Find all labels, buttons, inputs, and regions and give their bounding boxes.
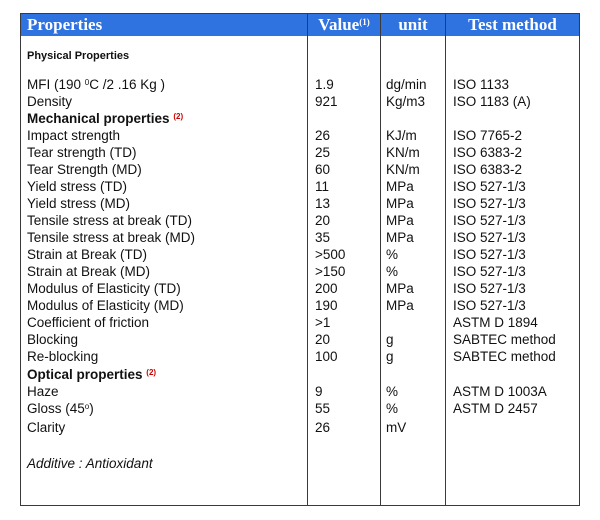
property-test-method: ISO 7765-2	[453, 128, 523, 143]
property-test-method: ISO 527-1/3	[453, 196, 526, 211]
section-title	[27, 110, 183, 127]
property-unit: KJ/m	[386, 128, 417, 143]
property-name-text: Tear Strength (MD)	[27, 162, 142, 177]
property-name	[27, 246, 147, 263]
property-value: 26	[315, 128, 331, 143]
section-label: Optical properties	[27, 367, 143, 382]
property-name	[27, 400, 94, 417]
table-row	[21, 400, 579, 417]
section-title	[27, 366, 156, 383]
table-row	[21, 144, 579, 161]
property-name	[27, 229, 195, 246]
property-name-text: Gloss (45	[27, 401, 85, 416]
property-name-text: Haze	[27, 384, 59, 399]
property-unit: %	[386, 247, 399, 262]
property-value: >150	[315, 264, 346, 279]
property-name-suffix: )	[89, 401, 94, 416]
property-test-method: ASTM D 1003A	[453, 384, 547, 399]
section-label: Mechanical properties	[27, 111, 170, 126]
header-properties: Properties	[27, 15, 103, 34]
property-test-method: ISO 527-1/3	[453, 213, 526, 228]
header-value-footnote: (1)	[359, 17, 370, 27]
property-name	[27, 178, 127, 195]
property-value: 11	[315, 179, 330, 194]
table-row	[21, 93, 579, 110]
property-name-text: MFI (190	[27, 77, 85, 92]
header-test-method: Test method	[468, 15, 557, 34]
property-name	[27, 263, 150, 280]
property-name	[27, 419, 65, 436]
header-unit: unit	[398, 15, 428, 34]
table-row	[21, 297, 579, 314]
table-row	[21, 348, 579, 365]
property-test-method: SABTEC method	[453, 349, 556, 364]
property-value: 35	[315, 230, 331, 245]
property-unit: mV	[386, 420, 407, 435]
property-test-method: ASTM D 2457	[453, 401, 538, 416]
property-name	[27, 93, 72, 110]
property-name-text: Tensile stress at break (TD)	[27, 213, 193, 228]
property-value: 921	[315, 94, 338, 109]
table-header	[21, 14, 579, 36]
section-row	[21, 366, 579, 383]
property-name-text: Tear strength (TD)	[27, 145, 137, 160]
property-unit: MPa	[386, 196, 414, 211]
property-unit: MPa	[386, 179, 414, 194]
property-name-text: Clarity	[27, 420, 66, 435]
property-unit: MPa	[386, 281, 414, 296]
section-row	[21, 110, 579, 127]
property-test-method: ISO 6383-2	[453, 162, 523, 177]
property-value: 26	[315, 420, 331, 435]
property-name	[27, 331, 78, 348]
table-row	[21, 280, 579, 297]
property-value: 200	[315, 281, 338, 296]
property-name-text: Coefficient of friction	[27, 315, 150, 330]
table-row	[21, 263, 579, 280]
property-unit: g	[386, 349, 394, 364]
table-row	[21, 127, 579, 144]
property-test-method: ISO 527-1/3	[453, 179, 526, 194]
header-value	[308, 14, 380, 36]
property-test-method: ISO 1133	[453, 77, 510, 92]
table-row	[21, 419, 579, 436]
property-name-sup: o	[84, 402, 90, 411]
section-title-physical	[21, 48, 579, 65]
property-test-method: ISO 527-1/3	[453, 281, 526, 296]
table-row	[21, 195, 579, 212]
property-value: >1	[315, 315, 331, 330]
physical-properties-title: Physical Properties	[27, 50, 130, 62]
table-row	[21, 76, 579, 93]
property-unit: MPa	[386, 213, 414, 228]
property-name-suffix: C /2 .16 Kg )	[89, 77, 166, 92]
property-name-text: Re-blocking	[27, 349, 99, 364]
property-test-method: SABTEC method	[453, 332, 556, 347]
property-value: 20	[315, 332, 331, 347]
property-name	[27, 280, 181, 297]
property-name-text: Strain at Break (MD)	[27, 264, 151, 279]
property-name	[27, 348, 98, 365]
property-value: >500	[315, 247, 346, 262]
table-row	[21, 229, 579, 246]
property-test-method: ISO 1183 (A)	[453, 94, 531, 109]
property-name-text: Tensile stress at break (MD)	[27, 230, 196, 245]
property-name-text: Yield stress (MD)	[27, 196, 131, 211]
property-name-text: Density	[27, 94, 73, 109]
property-value: 190	[315, 298, 338, 313]
property-unit: %	[386, 401, 399, 416]
property-name	[27, 76, 165, 93]
property-name	[27, 212, 192, 229]
table-row	[21, 314, 579, 331]
property-value: 100	[315, 349, 338, 364]
property-value: 25	[315, 145, 331, 160]
property-test-method: ASTM D 1894	[453, 315, 538, 330]
property-unit: KN/m	[386, 145, 420, 160]
property-name	[27, 161, 142, 178]
property-value: 55	[315, 401, 331, 416]
property-value: 13	[315, 196, 331, 211]
section-footnote: (2)	[146, 368, 157, 377]
property-unit: %	[386, 264, 399, 279]
property-test-method: ISO 527-1/3	[453, 247, 526, 262]
property-name-text: Blocking	[27, 332, 79, 347]
property-name-text: Modulus of Elasticity (TD)	[27, 281, 181, 296]
property-name-text: Impact strength	[27, 128, 121, 143]
table-row	[21, 178, 579, 195]
property-name	[27, 383, 59, 400]
property-unit: MPa	[386, 230, 414, 245]
property-unit: %	[386, 384, 399, 399]
property-name-text: Modulus of Elasticity (MD)	[27, 298, 184, 313]
header-value-label: Value	[318, 15, 360, 34]
section-footnote: (2)	[173, 112, 184, 121]
table-row	[21, 331, 579, 348]
property-test-method: ISO 6383-2	[453, 145, 523, 160]
property-test-method: ISO 527-1/3	[453, 298, 526, 313]
property-name	[27, 314, 149, 331]
property-name-sup: 0	[84, 78, 90, 87]
table-row	[21, 161, 579, 178]
property-unit: Kg/m3	[386, 94, 426, 109]
property-test-method: ISO 527-1/3	[453, 230, 526, 245]
property-unit: g	[386, 332, 394, 347]
property-unit: MPa	[386, 298, 414, 313]
property-value: 1.9	[315, 77, 334, 92]
property-name	[27, 144, 137, 161]
property-value: 9	[315, 384, 323, 399]
property-name	[27, 297, 184, 314]
table-row	[21, 212, 579, 229]
properties-table	[20, 13, 580, 506]
table-row	[21, 383, 579, 400]
property-name	[27, 195, 130, 212]
property-name-text: Strain at Break (TD)	[27, 247, 148, 262]
table-row	[21, 246, 579, 263]
property-unit: KN/m	[386, 162, 420, 177]
property-test-method: ISO 527-1/3	[453, 264, 526, 279]
property-value: 60	[315, 162, 331, 177]
property-unit: dg/min	[386, 77, 427, 92]
property-value: 20	[315, 213, 331, 228]
property-name	[27, 127, 120, 144]
additive-note: Additive : Antioxidant	[27, 456, 153, 471]
property-name-text: Yield stress (TD)	[27, 179, 128, 194]
additive-note-row	[21, 455, 579, 472]
